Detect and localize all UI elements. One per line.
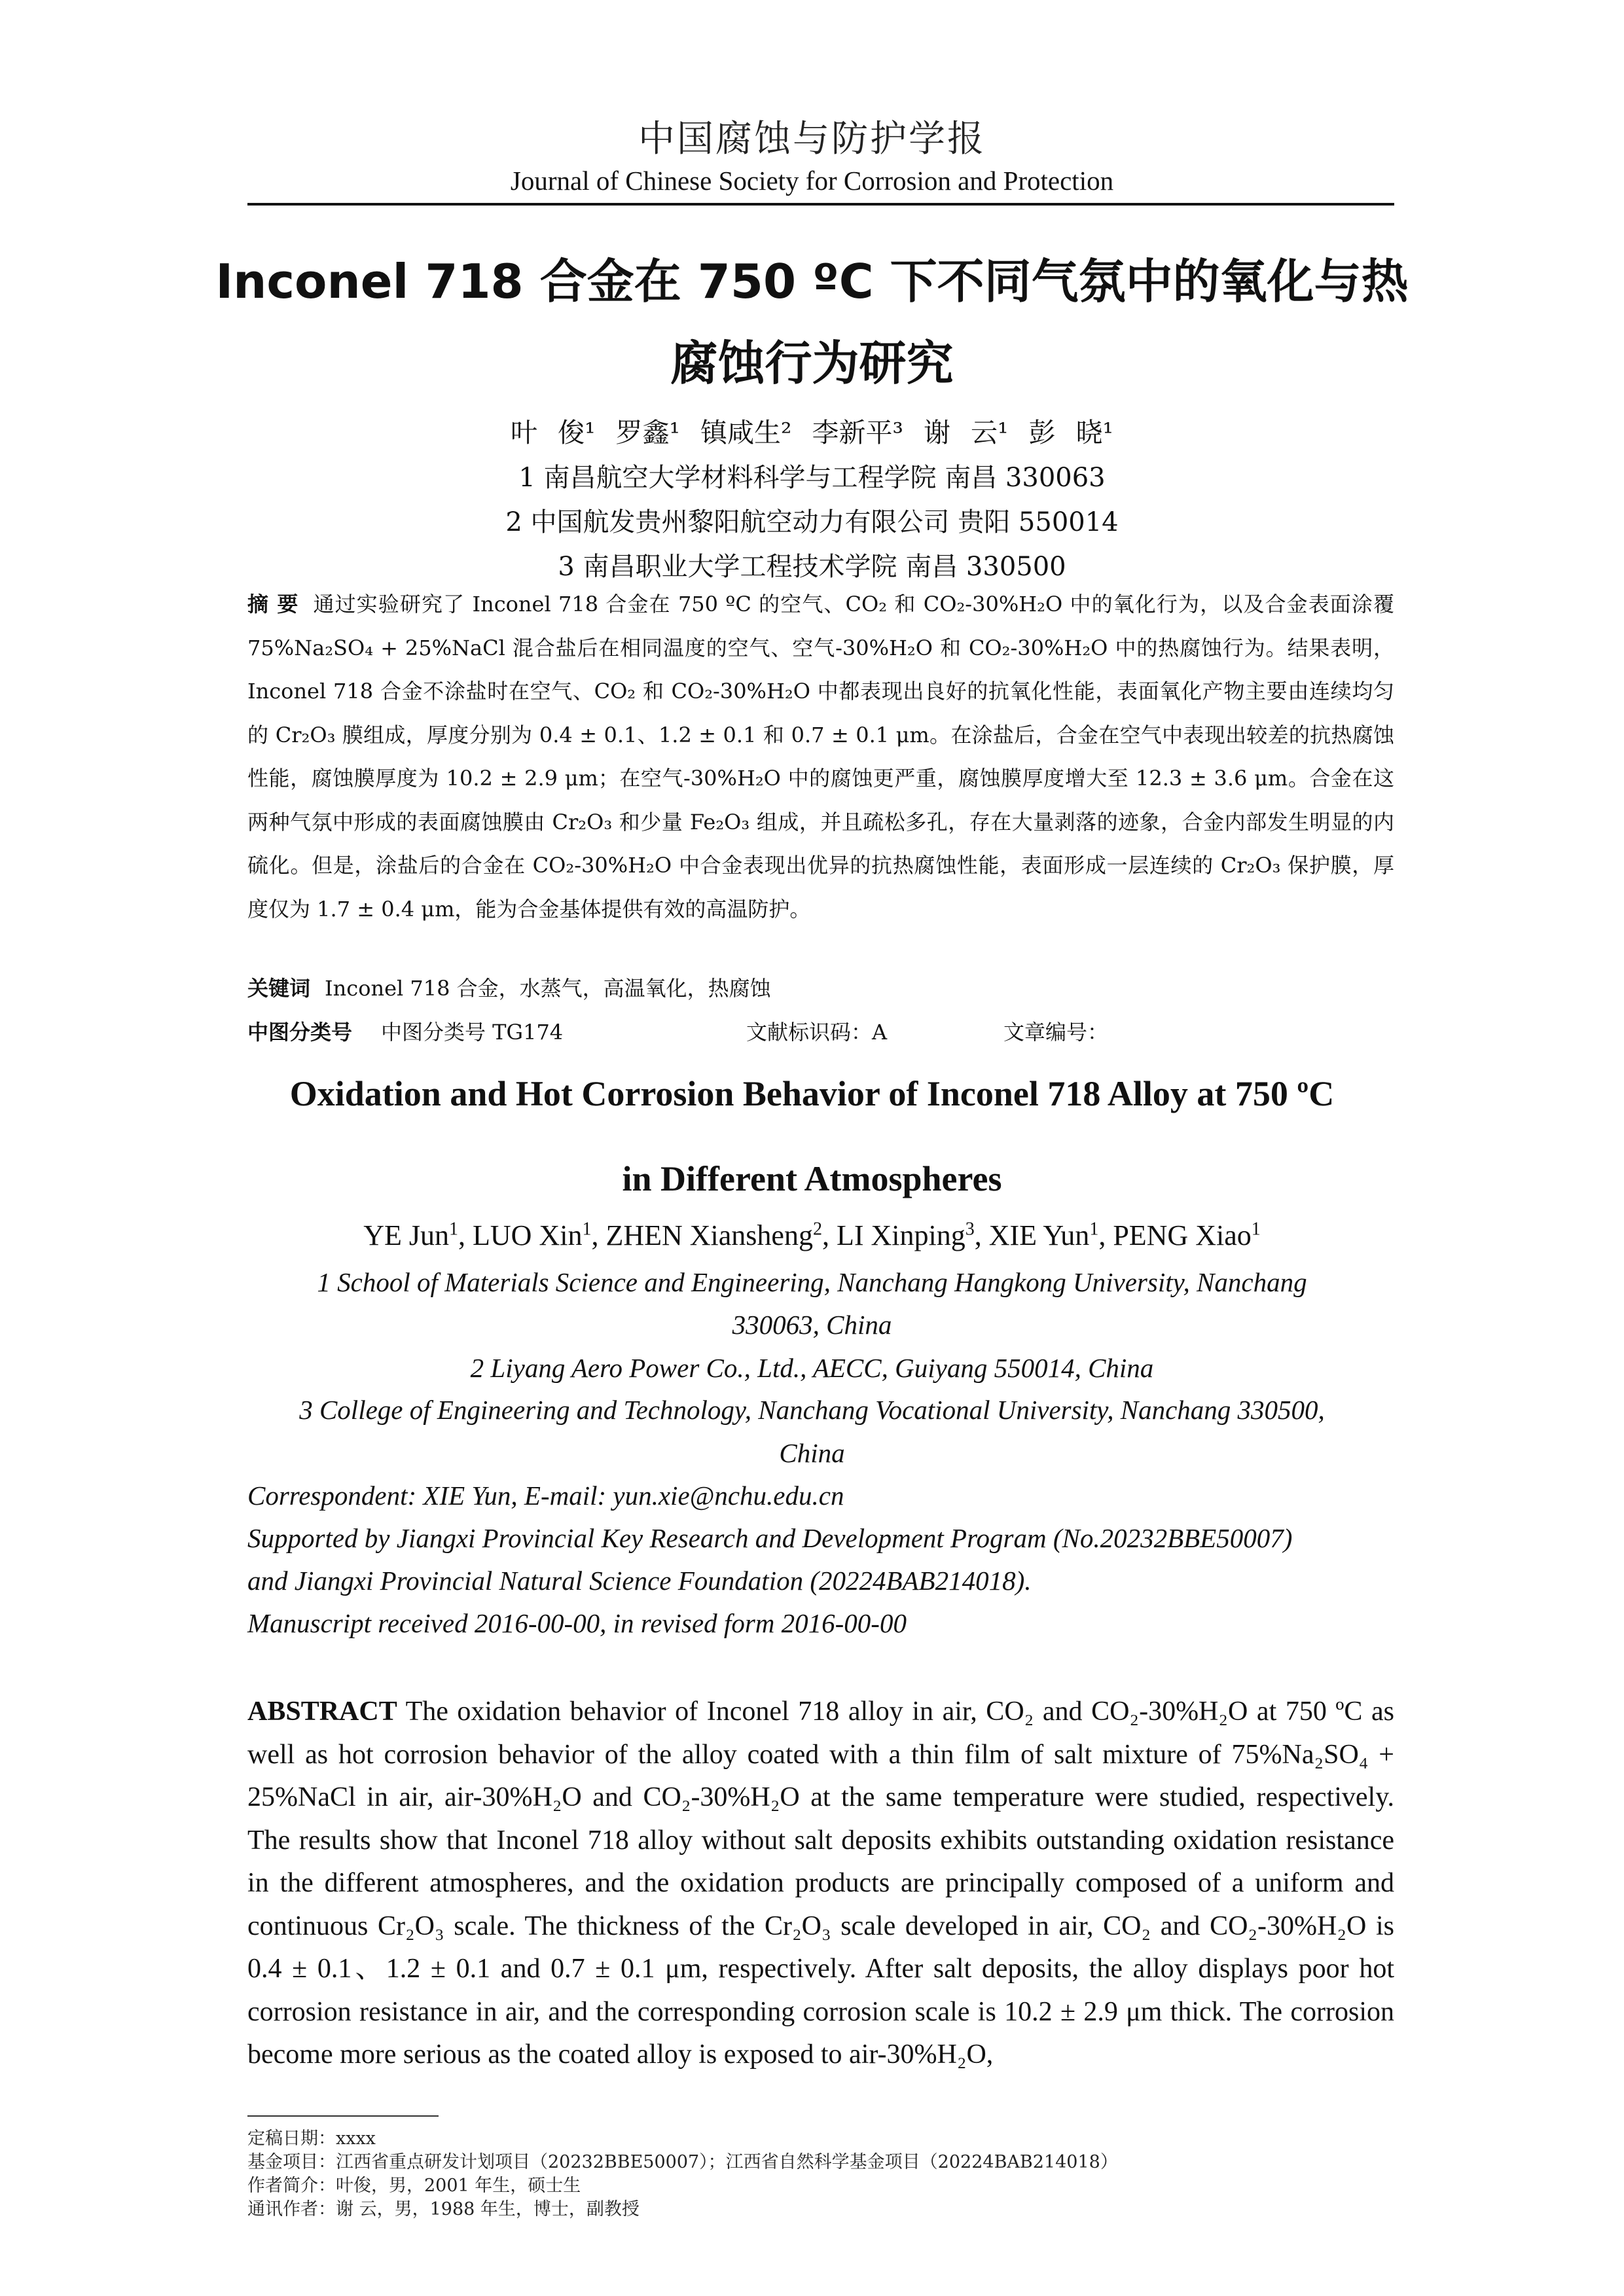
classification-value: 中图分类号 TG174 [381, 1020, 564, 1045]
author-aff: 1 [449, 1219, 459, 1240]
footnote-corresponding-author: 通讯作者：谢 云，男，1988 年生，博士，副教授 [247, 2199, 640, 2219]
affiliation-en-1-cont: 330063, China [732, 1310, 892, 1340]
affiliation-cn-2: 2 中国航发贵州黎阳航空动力有限公司 贵阳 550014 [505, 507, 1119, 537]
footnote-funding: 基金项目：江西省重点研发计划项目（20232BBE50007）；江西省自然科学基金项目（20224BAB214018） [247, 2152, 1118, 2172]
title-cn-line2: 腐蚀行为研究 [670, 336, 954, 391]
correspondent: Correspondent: XIE Yun, E-mail: yun.xie@nchu.edu.cn [247, 1480, 844, 1511]
support-line1: Supported by Jiangxi Provincial Key Research and Development Program (No.20232BBE50007) [247, 1523, 1293, 1553]
journal-name-en: Journal of Chinese Society for Corrosion and Protection [510, 166, 1114, 196]
journal-name-cn: 中国腐蚀与防护学报 [638, 118, 986, 160]
author-en: PENG Xiao [1113, 1219, 1252, 1251]
affiliation-en-3-cont: China [779, 1438, 845, 1468]
header-rule [247, 203, 1394, 206]
author-aff: 1 [1251, 1219, 1261, 1240]
authors-en: YE Jun$^1$, LUO Xin$^1$, ZHEN Xiansheng$^2$, LI Xinping$^3$, XIE Yun$^1$, PENG Xiao$^1$ [363, 1219, 1261, 1251]
doc-code: 文献标识码：A [746, 1020, 888, 1045]
classification-label: 中图分类号 [247, 1020, 353, 1045]
affiliation-cn-3: 3 南昌职业大学工程技术学院 南昌 330500 [558, 552, 1066, 582]
author-aff: 1 [1089, 1219, 1099, 1240]
abstract-cn-label: 摘 要 [247, 592, 299, 617]
footnote-rule [247, 2115, 439, 2117]
keywords-cn [247, 967, 1394, 1011]
authors-cn: 叶 俊¹ 罗鑫¹ 镇咸生² 李新平³ 谢 云¹ 彭 晓¹ [511, 417, 1113, 448]
manuscript-received: Manuscript received 2016-00-00, in revised form 2016-00-00 [247, 1608, 907, 1638]
keywords-cn-text: Inconel 718 合金，水蒸气，高温氧化，热腐蚀 [325, 976, 771, 1001]
title-cn-line1: Inconel 718 合金在 750 ºC 下不同气氛中的氧化与热 [215, 254, 1409, 309]
abstract-cn-text: 通过实验研究了 Inconel 718 合金在 750 ºC 的空气、CO₂ 和 CO₂-30%H₂O 中的氧化行为，以及合金表面涂覆 75%Na₂SO₄ + 25%NaCl 混合盐后在相同温度的空气、空气-30%H₂O 和 CO₂-30%H₂O 中的热腐蚀行为。结果表明，Inconel 718 合金不涂盐时在空气、CO₂ 和 CO₂-30%H₂O 中都表现出良好的抗氧化性能，表面氧化产物主要由连续均匀的 Cr₂O₃ 膜组成，厚度分别为 0.4 ± 0.1、1.2 ± 0.1 和 0.7 ± 0.1 μm。在涂盐后，合金在空气中表现出较差的抗热腐蚀性能，腐蚀膜厚度为 10.2 ± 2.9 μm；在空气-30%H₂O 中的腐蚀更严重，腐蚀膜厚度增大至 12.3 ± 3.6 μm。合金在这两种气氛中形成的表面腐蚀膜由 Cr₂O₃ 和少量 Fe₂O₃ 组成，并且疏松多孔，存在大量剥落的迹象，合金内部发生明显的内硫化。但是，涂盐后的合金在 CO₂-30%H₂O 中合金表现出优异的抗热腐蚀性能，表面形成一层连续的 Cr₂O₃ 保护膜，厚度仅为 1.7 ± 0.4 μm，能为合金基体提供有效的高温防护。 [247, 592, 1394, 922]
affiliation-en-3: 3 College of Engineering and Technology, Nanchang Vocational University, Nanchang 330500, [299, 1395, 1325, 1425]
author-en: YE Jun [363, 1219, 450, 1251]
title-en-line2: in Different Atmospheres [622, 1159, 1002, 1198]
author-aff: 2 [812, 1219, 822, 1240]
footnote-received-date: 定稿日期：xxxx [247, 2128, 376, 2149]
author-en: ZHEN Xiansheng [605, 1219, 813, 1251]
abstract-en-label: ABSTRACT [247, 1696, 397, 1727]
title-en-line1: Oxidation and Hot Corrosion Behavior of Inconel 718 Alloy at 750 ºC [289, 1074, 1335, 1113]
classification-row [247, 1011, 1394, 1054]
support-line2: and Jiangxi Provincial Natural Science Foundation (20224BAB214018). [247, 1566, 1032, 1596]
author-aff: 3 [965, 1219, 975, 1240]
abstract-en-text: The oxidation behavior of Inconel 718 alloy in air, CO₂ and CO₂-30%H₂O at 750 ºC as well as hot corrosion behavior of the alloy coated with a thin film of salt mixture of 75%Na₂SO₄ + 25%NaCl in air, air-30%H₂O and CO₂-30%H₂O at the same temperature were studied, respectively. The results show that Inconel 718 alloy without salt deposits exhibits outstanding oxidation resistance in the different atmospheres, and the oxidation products are principally composed of a uniform and continuous Cr₂O₃ scale. The thickness of the Cr₂O₃ scale developed in air, CO₂ and CO₂-30%H₂O is 0.4 ± 0.1、1.2 ± 0.1 and 0.7 ± 0.1 μm, respectively. After salt deposits, the alloy displays poor hot corrosion resistance in air, and the corresponding corrosion scale is 10.2 ± 2.9 μm thick. The corrosion become more serious as the coated alloy is exposed to air-30%H₂O, [247, 1696, 1394, 2070]
author-en: LI Xinping [836, 1219, 965, 1251]
article-number: 文章编号： [1003, 1020, 1109, 1045]
author-en: XIE Yun [988, 1219, 1090, 1251]
abstract-en [247, 1691, 1394, 2077]
author-en: LUO Xin [473, 1219, 583, 1251]
footnote-author-bio: 作者简介：叶俊，男，2001 年生，硕士生 [247, 2176, 581, 2196]
affiliation-en-1: 1 School of Materials Science and Engineering, Nanchang Hangkong University, Nanchang [317, 1267, 1307, 1297]
abstract-cn [247, 583, 1394, 931]
author-aff: 1 [582, 1219, 592, 1240]
affiliation-en-2: 2 Liyang Aero Power Co., Ltd., AECC, Guiyang 550014, China [470, 1353, 1154, 1383]
affiliation-cn-1: 1 南昌航空大学材料科学与工程学院 南昌 330063 [518, 463, 1106, 493]
keywords-cn-label: 关键词 [247, 976, 311, 1001]
